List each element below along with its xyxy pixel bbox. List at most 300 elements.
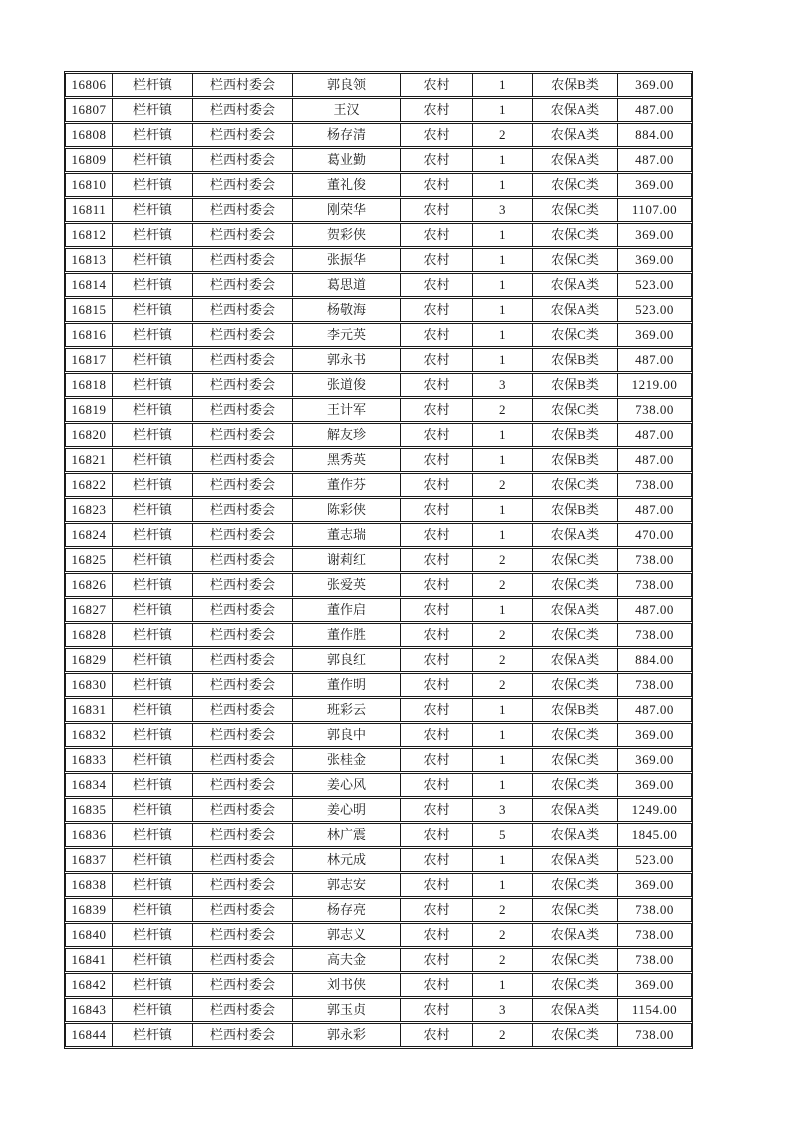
cell-person-name: 董礼俊 [292, 173, 400, 197]
cell-serial-number: 16820 [65, 423, 112, 447]
cell-residence-type: 农村 [400, 623, 472, 647]
cell-residence-type: 农村 [400, 473, 472, 497]
cell-person-name: 葛思道 [292, 273, 400, 297]
cell-person-count: 1 [472, 323, 532, 347]
cell-town: 栏杆镇 [112, 873, 192, 897]
cell-insurance-category: 农保A类 [532, 598, 617, 622]
cell-amount: 487.00 [617, 348, 692, 372]
cell-serial-number: 16841 [65, 948, 112, 972]
cell-person-name: 葛业勤 [292, 148, 400, 172]
table-row [65, 548, 692, 572]
cell-person-name: 董作启 [292, 598, 400, 622]
cell-town: 栏杆镇 [112, 323, 192, 347]
table-row [65, 623, 692, 647]
cell-serial-number: 16807 [65, 98, 112, 122]
cell-serial-number: 16818 [65, 373, 112, 397]
cell-person-count: 1 [472, 148, 532, 172]
cell-village-committee: 栏西村委会 [192, 1023, 292, 1047]
cell-amount: 369.00 [617, 773, 692, 797]
table-row [65, 373, 692, 397]
cell-serial-number: 16809 [65, 148, 112, 172]
cell-person-count: 1 [472, 848, 532, 872]
cell-town: 栏杆镇 [112, 823, 192, 847]
cell-town: 栏杆镇 [112, 1023, 192, 1047]
cell-person-count: 1 [472, 248, 532, 272]
cell-amount: 1249.00 [617, 798, 692, 822]
cell-village-committee: 栏西村委会 [192, 123, 292, 147]
cell-serial-number: 16835 [65, 798, 112, 822]
cell-residence-type: 农村 [400, 148, 472, 172]
cell-village-committee: 栏西村委会 [192, 598, 292, 622]
cell-person-count: 2 [472, 923, 532, 947]
cell-town: 栏杆镇 [112, 923, 192, 947]
cell-amount: 523.00 [617, 848, 692, 872]
cell-town: 栏杆镇 [112, 848, 192, 872]
table-row [65, 173, 692, 197]
cell-serial-number: 16836 [65, 823, 112, 847]
cell-person-name: 董作芬 [292, 473, 400, 497]
table-row [65, 973, 692, 997]
cell-residence-type: 农村 [400, 448, 472, 472]
cell-insurance-category: 农保C类 [532, 898, 617, 922]
cell-residence-type: 农村 [400, 673, 472, 697]
cell-person-name: 杨敬海 [292, 298, 400, 322]
cell-amount: 523.00 [617, 298, 692, 322]
cell-village-committee: 栏西村委会 [192, 698, 292, 722]
cell-insurance-category: 农保C类 [532, 173, 617, 197]
table-row [65, 848, 692, 872]
cell-town: 栏杆镇 [112, 198, 192, 222]
cell-amount: 738.00 [617, 673, 692, 697]
cell-village-committee: 栏西村委会 [192, 823, 292, 847]
cell-town: 栏杆镇 [112, 273, 192, 297]
cell-village-committee: 栏西村委会 [192, 348, 292, 372]
cell-insurance-category: 农保A类 [532, 148, 617, 172]
cell-town: 栏杆镇 [112, 373, 192, 397]
cell-amount: 1845.00 [617, 823, 692, 847]
cell-person-count: 2 [472, 898, 532, 922]
cell-insurance-category: 农保C类 [532, 548, 617, 572]
cell-residence-type: 农村 [400, 523, 472, 547]
cell-residence-type: 农村 [400, 798, 472, 822]
cell-residence-type: 农村 [400, 698, 472, 722]
cell-person-count: 1 [472, 348, 532, 372]
cell-residence-type: 农村 [400, 73, 472, 97]
table-row [65, 698, 692, 722]
cell-village-committee: 栏西村委会 [192, 923, 292, 947]
cell-village-committee: 栏西村委会 [192, 548, 292, 572]
cell-residence-type: 农村 [400, 748, 472, 772]
cell-residence-type: 农村 [400, 423, 472, 447]
cell-village-committee: 栏西村委会 [192, 298, 292, 322]
cell-residence-type: 农村 [400, 848, 472, 872]
cell-person-name: 董志瑞 [292, 523, 400, 547]
cell-person-count: 5 [472, 823, 532, 847]
cell-amount: 369.00 [617, 248, 692, 272]
cell-person-name: 郭良中 [292, 723, 400, 747]
cell-village-committee: 栏西村委会 [192, 73, 292, 97]
table-row [65, 598, 692, 622]
cell-person-name: 郭玉贞 [292, 998, 400, 1022]
cell-person-count: 2 [472, 123, 532, 147]
cell-person-count: 1 [472, 73, 532, 97]
cell-town: 栏杆镇 [112, 98, 192, 122]
table-row [65, 148, 692, 172]
cell-residence-type: 农村 [400, 548, 472, 572]
cell-serial-number: 16827 [65, 598, 112, 622]
cell-town: 栏杆镇 [112, 348, 192, 372]
cell-amount: 487.00 [617, 448, 692, 472]
cell-insurance-category: 农保A类 [532, 923, 617, 947]
cell-insurance-category: 农保C类 [532, 773, 617, 797]
cell-village-committee: 栏西村委会 [192, 223, 292, 247]
cell-person-count: 1 [472, 448, 532, 472]
cell-serial-number: 16828 [65, 623, 112, 647]
cell-person-count: 1 [472, 773, 532, 797]
cell-person-count: 1 [472, 723, 532, 747]
cell-residence-type: 农村 [400, 398, 472, 422]
cell-person-name: 陈彩侠 [292, 498, 400, 522]
cell-serial-number: 16810 [65, 173, 112, 197]
cell-residence-type: 农村 [400, 198, 472, 222]
cell-serial-number: 16831 [65, 698, 112, 722]
cell-residence-type: 农村 [400, 98, 472, 122]
cell-village-committee: 栏西村委会 [192, 448, 292, 472]
cell-village-committee: 栏西村委会 [192, 898, 292, 922]
cell-residence-type: 农村 [400, 223, 472, 247]
cell-insurance-category: 农保C类 [532, 248, 617, 272]
cell-town: 栏杆镇 [112, 623, 192, 647]
table-row [65, 198, 692, 222]
cell-amount: 738.00 [617, 898, 692, 922]
cell-amount: 1219.00 [617, 373, 692, 397]
table-row [65, 498, 692, 522]
cell-person-name: 张振华 [292, 248, 400, 272]
table-row [65, 73, 692, 97]
cell-village-committee: 栏西村委会 [192, 998, 292, 1022]
cell-village-committee: 栏西村委会 [192, 373, 292, 397]
cell-village-committee: 栏西村委会 [192, 98, 292, 122]
cell-amount: 487.00 [617, 698, 692, 722]
cell-residence-type: 农村 [400, 348, 472, 372]
cell-residence-type: 农村 [400, 498, 472, 522]
cell-serial-number: 16812 [65, 223, 112, 247]
cell-residence-type: 农村 [400, 123, 472, 147]
cell-village-committee: 栏西村委会 [192, 673, 292, 697]
cell-town: 栏杆镇 [112, 73, 192, 97]
cell-residence-type: 农村 [400, 823, 472, 847]
table-row [65, 923, 692, 947]
cell-town: 栏杆镇 [112, 548, 192, 572]
cell-village-committee: 栏西村委会 [192, 498, 292, 522]
cell-town: 栏杆镇 [112, 973, 192, 997]
records-table-grid [65, 72, 692, 1048]
cell-person-count: 2 [472, 648, 532, 672]
cell-serial-number: 16837 [65, 848, 112, 872]
cell-town: 栏杆镇 [112, 173, 192, 197]
cell-town: 栏杆镇 [112, 573, 192, 597]
cell-insurance-category: 农保B类 [532, 348, 617, 372]
cell-person-count: 2 [472, 573, 532, 597]
cell-person-count: 1 [472, 298, 532, 322]
cell-amount: 487.00 [617, 498, 692, 522]
cell-serial-number: 16839 [65, 898, 112, 922]
cell-town: 栏杆镇 [112, 948, 192, 972]
cell-residence-type: 农村 [400, 573, 472, 597]
cell-village-committee: 栏西村委会 [192, 798, 292, 822]
table-row [65, 873, 692, 897]
cell-town: 栏杆镇 [112, 248, 192, 272]
cell-person-name: 贺彩侠 [292, 223, 400, 247]
table-row [65, 748, 692, 772]
cell-town: 栏杆镇 [112, 748, 192, 772]
cell-serial-number: 16816 [65, 323, 112, 347]
cell-town: 栏杆镇 [112, 148, 192, 172]
cell-residence-type: 农村 [400, 298, 472, 322]
cell-village-committee: 栏西村委会 [192, 423, 292, 447]
cell-amount: 738.00 [617, 623, 692, 647]
table-row [65, 673, 692, 697]
cell-village-committee: 栏西村委会 [192, 173, 292, 197]
cell-person-name: 王计军 [292, 398, 400, 422]
cell-amount: 1154.00 [617, 998, 692, 1022]
table-row [65, 823, 692, 847]
cell-village-committee: 栏西村委会 [192, 948, 292, 972]
cell-insurance-category: 农保C类 [532, 473, 617, 497]
table-row [65, 248, 692, 272]
cell-person-name: 董作明 [292, 673, 400, 697]
cell-village-committee: 栏西村委会 [192, 873, 292, 897]
cell-village-committee: 栏西村委会 [192, 323, 292, 347]
cell-person-name: 郭良领 [292, 73, 400, 97]
cell-village-committee: 栏西村委会 [192, 848, 292, 872]
cell-amount: 487.00 [617, 598, 692, 622]
cell-insurance-category: 农保A类 [532, 823, 617, 847]
cell-person-name: 高夫金 [292, 948, 400, 972]
cell-person-count: 1 [472, 873, 532, 897]
cell-village-committee: 栏西村委会 [192, 523, 292, 547]
table-row [65, 398, 692, 422]
cell-amount: 884.00 [617, 648, 692, 672]
cell-insurance-category: 农保A类 [532, 98, 617, 122]
cell-town: 栏杆镇 [112, 398, 192, 422]
cell-insurance-category: 农保B类 [532, 373, 617, 397]
table-row [65, 323, 692, 347]
cell-person-name: 郭志义 [292, 923, 400, 947]
cell-amount: 884.00 [617, 123, 692, 147]
cell-insurance-category: 农保C类 [532, 323, 617, 347]
cell-insurance-category: 农保A类 [532, 798, 617, 822]
cell-person-name: 郭永彩 [292, 1023, 400, 1047]
table-row [65, 798, 692, 822]
cell-serial-number: 16823 [65, 498, 112, 522]
cell-town: 栏杆镇 [112, 673, 192, 697]
records-table-body [65, 73, 692, 1047]
cell-village-committee: 栏西村委会 [192, 648, 292, 672]
cell-insurance-category: 农保B类 [532, 498, 617, 522]
cell-amount: 369.00 [617, 323, 692, 347]
cell-serial-number: 16844 [65, 1023, 112, 1047]
cell-person-count: 2 [472, 1023, 532, 1047]
cell-residence-type: 农村 [400, 923, 472, 947]
cell-person-count: 3 [472, 373, 532, 397]
cell-person-name: 刚荣华 [292, 198, 400, 222]
table-row [65, 298, 692, 322]
cell-town: 栏杆镇 [112, 423, 192, 447]
table-row [65, 273, 692, 297]
cell-amount: 487.00 [617, 423, 692, 447]
cell-town: 栏杆镇 [112, 498, 192, 522]
cell-village-committee: 栏西村委会 [192, 273, 292, 297]
cell-person-name: 张爱英 [292, 573, 400, 597]
cell-town: 栏杆镇 [112, 523, 192, 547]
cell-amount: 738.00 [617, 573, 692, 597]
cell-amount: 369.00 [617, 723, 692, 747]
table-row [65, 1023, 692, 1047]
cell-village-committee: 栏西村委会 [192, 198, 292, 222]
cell-serial-number: 16830 [65, 673, 112, 697]
cell-amount: 738.00 [617, 548, 692, 572]
cell-person-count: 1 [472, 273, 532, 297]
cell-person-count: 1 [472, 598, 532, 622]
cell-amount: 369.00 [617, 73, 692, 97]
cell-residence-type: 农村 [400, 598, 472, 622]
cell-town: 栏杆镇 [112, 998, 192, 1022]
cell-town: 栏杆镇 [112, 448, 192, 472]
cell-insurance-category: 农保B类 [532, 448, 617, 472]
cell-residence-type: 农村 [400, 723, 472, 747]
cell-person-name: 解友珍 [292, 423, 400, 447]
cell-person-name: 郭良红 [292, 648, 400, 672]
cell-village-committee: 栏西村委会 [192, 248, 292, 272]
cell-amount: 738.00 [617, 398, 692, 422]
cell-amount: 1107.00 [617, 198, 692, 222]
cell-person-name: 林广震 [292, 823, 400, 847]
cell-serial-number: 16817 [65, 348, 112, 372]
cell-person-count: 2 [472, 473, 532, 497]
cell-village-committee: 栏西村委会 [192, 773, 292, 797]
table-row [65, 773, 692, 797]
cell-village-committee: 栏西村委会 [192, 748, 292, 772]
cell-town: 栏杆镇 [112, 473, 192, 497]
cell-village-committee: 栏西村委会 [192, 623, 292, 647]
cell-insurance-category: 农保C类 [532, 198, 617, 222]
cell-insurance-category: 农保A类 [532, 273, 617, 297]
cell-insurance-category: 农保A类 [532, 298, 617, 322]
cell-person-name: 郭志安 [292, 873, 400, 897]
cell-person-count: 2 [472, 548, 532, 572]
cell-town: 栏杆镇 [112, 598, 192, 622]
table-row [65, 423, 692, 447]
cell-residence-type: 农村 [400, 1023, 472, 1047]
cell-person-name: 郭永书 [292, 348, 400, 372]
table-row [65, 123, 692, 147]
cell-insurance-category: 农保A类 [532, 998, 617, 1022]
cell-person-count: 3 [472, 798, 532, 822]
cell-residence-type: 农村 [400, 248, 472, 272]
cell-amount: 487.00 [617, 98, 692, 122]
cell-serial-number: 16815 [65, 298, 112, 322]
cell-person-count: 1 [472, 423, 532, 447]
cell-serial-number: 16840 [65, 923, 112, 947]
cell-serial-number: 16814 [65, 273, 112, 297]
cell-amount: 738.00 [617, 1023, 692, 1047]
cell-person-count: 1 [472, 498, 532, 522]
cell-person-count: 2 [472, 948, 532, 972]
cell-village-committee: 栏西村委会 [192, 398, 292, 422]
cell-town: 栏杆镇 [112, 698, 192, 722]
cell-insurance-category: 农保A类 [532, 123, 617, 147]
cell-person-count: 1 [472, 173, 532, 197]
cell-person-count: 1 [472, 698, 532, 722]
cell-person-count: 2 [472, 398, 532, 422]
cell-person-count: 3 [472, 998, 532, 1022]
records-table [64, 71, 693, 1049]
cell-person-count: 2 [472, 673, 532, 697]
cell-insurance-category: 农保C类 [532, 673, 617, 697]
cell-residence-type: 农村 [400, 323, 472, 347]
cell-village-committee: 栏西村委会 [192, 723, 292, 747]
cell-residence-type: 农村 [400, 273, 472, 297]
cell-person-name: 王汉 [292, 98, 400, 122]
table-row [65, 448, 692, 472]
cell-serial-number: 16842 [65, 973, 112, 997]
cell-serial-number: 16811 [65, 198, 112, 222]
cell-village-committee: 栏西村委会 [192, 973, 292, 997]
cell-insurance-category: 农保C类 [532, 623, 617, 647]
cell-amount: 369.00 [617, 748, 692, 772]
cell-person-name: 杨存亮 [292, 898, 400, 922]
cell-person-count: 1 [472, 748, 532, 772]
cell-village-committee: 栏西村委会 [192, 573, 292, 597]
table-row [65, 573, 692, 597]
cell-residence-type: 农村 [400, 773, 472, 797]
cell-town: 栏杆镇 [112, 798, 192, 822]
cell-residence-type: 农村 [400, 373, 472, 397]
cell-village-committee: 栏西村委会 [192, 473, 292, 497]
cell-person-name: 姜心风 [292, 773, 400, 797]
cell-serial-number: 16824 [65, 523, 112, 547]
cell-insurance-category: 农保C类 [532, 748, 617, 772]
cell-town: 栏杆镇 [112, 773, 192, 797]
cell-insurance-category: 农保B类 [532, 73, 617, 97]
cell-serial-number: 16822 [65, 473, 112, 497]
cell-person-name: 班彩云 [292, 698, 400, 722]
cell-person-count: 1 [472, 523, 532, 547]
cell-person-count: 1 [472, 973, 532, 997]
table-row [65, 348, 692, 372]
cell-serial-number: 16821 [65, 448, 112, 472]
table-row [65, 223, 692, 247]
table-row [65, 998, 692, 1022]
cell-amount: 487.00 [617, 148, 692, 172]
cell-amount: 369.00 [617, 873, 692, 897]
cell-village-committee: 栏西村委会 [192, 148, 292, 172]
cell-serial-number: 16829 [65, 648, 112, 672]
cell-insurance-category: 农保C类 [532, 398, 617, 422]
table-row [65, 898, 692, 922]
cell-residence-type: 农村 [400, 898, 472, 922]
cell-serial-number: 16806 [65, 73, 112, 97]
cell-residence-type: 农村 [400, 998, 472, 1022]
cell-insurance-category: 农保C类 [532, 223, 617, 247]
cell-insurance-category: 农保A类 [532, 523, 617, 547]
table-row [65, 473, 692, 497]
cell-insurance-category: 农保C类 [532, 573, 617, 597]
cell-serial-number: 16808 [65, 123, 112, 147]
cell-insurance-category: 农保C类 [532, 873, 617, 897]
cell-amount: 369.00 [617, 223, 692, 247]
